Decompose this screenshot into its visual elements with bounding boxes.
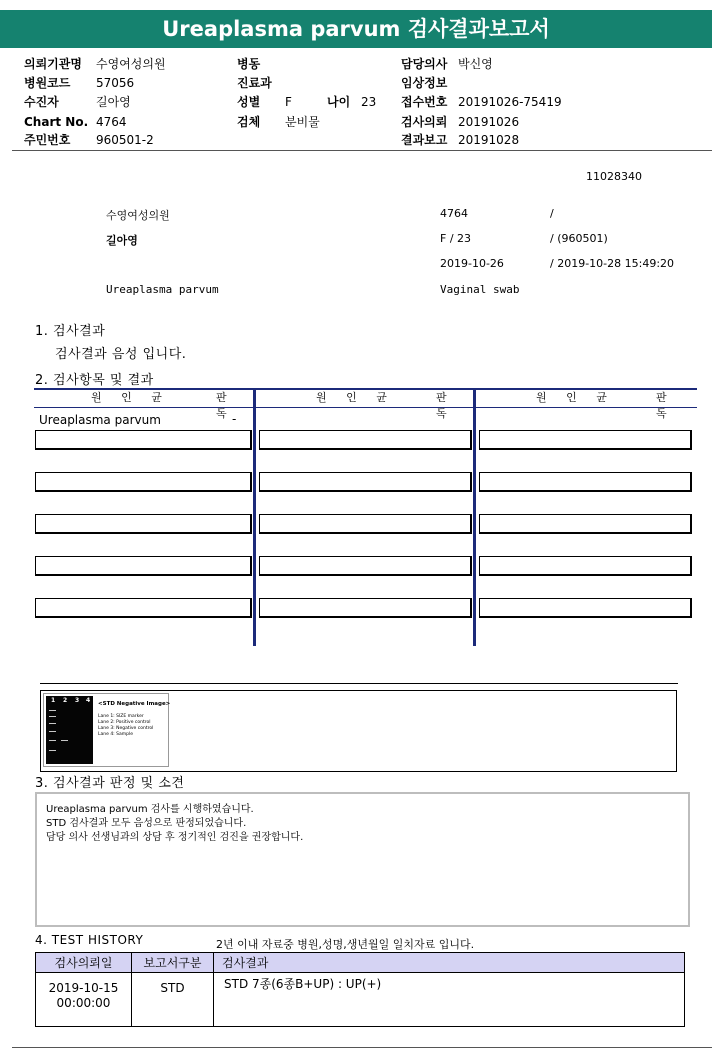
sex-label: 성별 [237, 95, 261, 109]
age-label: 나이 [327, 95, 351, 109]
institution-value: 수영여성의원 [96, 57, 166, 71]
doctor-label: 담당의사 [401, 57, 448, 71]
ward-label: 병동 [237, 57, 261, 71]
results-col-head-2 [258, 390, 471, 420]
gel-title: <STD Negative Image> [98, 701, 171, 707]
gel-band [49, 740, 56, 741]
summary-request-date: 2019-10-26 [440, 257, 504, 270]
result-cell [35, 514, 252, 534]
gel-lanes [46, 696, 93, 764]
institution-label: 의뢰기관명 [24, 57, 82, 71]
report-date-value: 20191028 [458, 133, 520, 147]
resident-no-value: 960501-2 [96, 133, 154, 147]
opinion-line: Ureaplasma parvum 검사를 시행하였습니다. [46, 804, 254, 815]
history-header-row [36, 953, 685, 973]
doctor-value: 박신영 [458, 57, 493, 71]
result-cell [35, 472, 252, 492]
hospital-code-row [24, 74, 134, 92]
hospital-code-value: 57056 [96, 76, 135, 90]
specimen-value: 분비물 [285, 115, 320, 129]
col-pathogen-label: 원 인 균 [91, 391, 170, 404]
opinion-line: STD 검사결과 모두 음성으로 판정되었습니다. [46, 818, 247, 829]
report-label: 결과보고 [401, 133, 448, 147]
lane-number: 2 [63, 697, 68, 704]
section4-title: 4. TEST HISTORY [35, 933, 144, 947]
hospital-code-label: 병원코드 [24, 76, 71, 90]
lane-number: 3 [75, 697, 80, 704]
footer-divider [12, 1047, 712, 1048]
gel-image [43, 693, 169, 767]
clinical-label: 임상정보 [401, 76, 448, 90]
age-value: 23 [361, 95, 377, 109]
result-cell [35, 598, 252, 618]
result-cell [259, 472, 472, 492]
ward-row [237, 55, 285, 73]
report-id: 11028340 [586, 170, 642, 183]
header-divider [12, 150, 712, 151]
result-cell [479, 472, 692, 492]
gel-legend-line: Lane 3: Negative control [98, 726, 154, 731]
specimen-row [237, 113, 320, 131]
gel-band [61, 740, 68, 741]
history-type: STD [132, 973, 214, 1027]
summary-patient: 길아영 [106, 234, 138, 247]
col-pathogen-label: 원 인 균 [536, 391, 615, 404]
section3-title: 3. 검사결과 판정 및 소견 [35, 776, 185, 791]
history-note: 2년 이내 자료중 병원,성명,생년월일 일치자료 입니다. [216, 938, 475, 951]
request-label: 검사의뢰 [401, 115, 448, 129]
opinion-box [35, 792, 690, 927]
results-col-divider-2 [473, 389, 476, 646]
doctor-row [401, 55, 493, 73]
gel-legend-line: Lane 4: Sample [98, 732, 133, 737]
result-cell [479, 556, 692, 576]
gel-band [49, 723, 56, 724]
clinical-row [401, 74, 458, 92]
chart-no-row [24, 113, 127, 131]
col-judgment-label: 판 독 [216, 391, 233, 420]
summary-institution: 수영여성의원 [106, 209, 170, 222]
gel-band [49, 750, 56, 751]
result-cell [35, 430, 252, 450]
table-row [36, 973, 685, 1027]
gel-band [49, 731, 56, 732]
history-date: 2019-10-15 [48, 981, 119, 995]
gel-legend-line: Lane 1: SIZE marker [98, 714, 144, 719]
result-cell [259, 514, 472, 534]
request-date-value: 20191026 [458, 115, 520, 129]
results-col-divider-1 [253, 389, 256, 646]
opinion-line: 담당 의사 선생님과의 상담 후 정기적인 검진을 권장합니다. [46, 832, 304, 843]
summary-slash: / [550, 207, 554, 220]
summary-birth: / (960501) [550, 232, 608, 245]
department-row [237, 74, 285, 92]
col-judgment-label: 판 독 [656, 391, 673, 420]
report-date-row [401, 131, 519, 149]
specimen-label: 검체 [237, 115, 261, 129]
gel-band [49, 716, 56, 717]
summary-test-name: Ureaplasma parvum [106, 283, 219, 296]
col-judgment-label: 판 독 [436, 391, 453, 420]
result-cell [259, 598, 472, 618]
image-top-line [40, 683, 678, 684]
result-cell [479, 430, 692, 450]
result-cell [259, 430, 472, 450]
result-cell [259, 556, 472, 576]
row1-pathogen: Ureaplasma parvum [39, 413, 161, 427]
receipt-no-row [401, 93, 562, 111]
patient-row [24, 93, 131, 111]
department-label: 진료과 [237, 76, 272, 90]
summary-specimen: Vaginal swab [440, 283, 520, 296]
summary-sex-age: F / 23 [440, 232, 472, 245]
history-col-type: 보고서구분 [132, 953, 214, 973]
results-grid-subline [34, 407, 697, 408]
patient-value: 길아영 [96, 95, 131, 109]
test-history-table [35, 952, 685, 1027]
section1-result: 검사결과 음성 입니다. [55, 347, 187, 362]
resident-no-row [24, 131, 154, 149]
result-cell [479, 598, 692, 618]
history-date-cell [36, 973, 132, 1027]
results-col-head-3 [478, 390, 693, 420]
history-col-date: 검사의뢰일 [36, 953, 132, 973]
institution-row [24, 55, 166, 73]
patient-label: 수진자 [24, 95, 59, 109]
report-title: Ureaplasma parvum 검사결과보고서 [0, 10, 712, 48]
chart-no-label: Chart No. [24, 115, 89, 129]
receipt-no-label: 접수번호 [401, 95, 448, 109]
col-pathogen-label: 원 인 균 [316, 391, 395, 404]
section2-title: 2. 검사항목 및 결과 [35, 373, 154, 388]
row1-judgment: - [232, 412, 237, 426]
lane-number: 4 [86, 697, 91, 704]
history-time: 00:00:00 [56, 996, 111, 1010]
request-date-row [401, 113, 519, 131]
receipt-no-value: 20191026-75419 [458, 95, 562, 109]
gel-legend-line: Lane 2: Positive control [98, 720, 151, 725]
section1-title: 1. 검사결과 [35, 324, 106, 339]
resident-no-label: 주민번호 [24, 133, 71, 147]
summary-report-datetime: / 2019-10-28 15:49:20 [550, 257, 675, 270]
sex-age-row [237, 93, 376, 111]
chart-no-value: 4764 [96, 115, 127, 129]
lane-number: 1 [51, 697, 56, 704]
gel-band [49, 710, 56, 711]
history-result: STD 7종(6종B+UP) : UP(+) [214, 973, 685, 1027]
history-col-result: 검사결과 [214, 953, 685, 973]
summary-chart: 4764 [440, 207, 468, 220]
result-cell [35, 556, 252, 576]
sex-value: F [285, 95, 292, 109]
result-cell [479, 514, 692, 534]
